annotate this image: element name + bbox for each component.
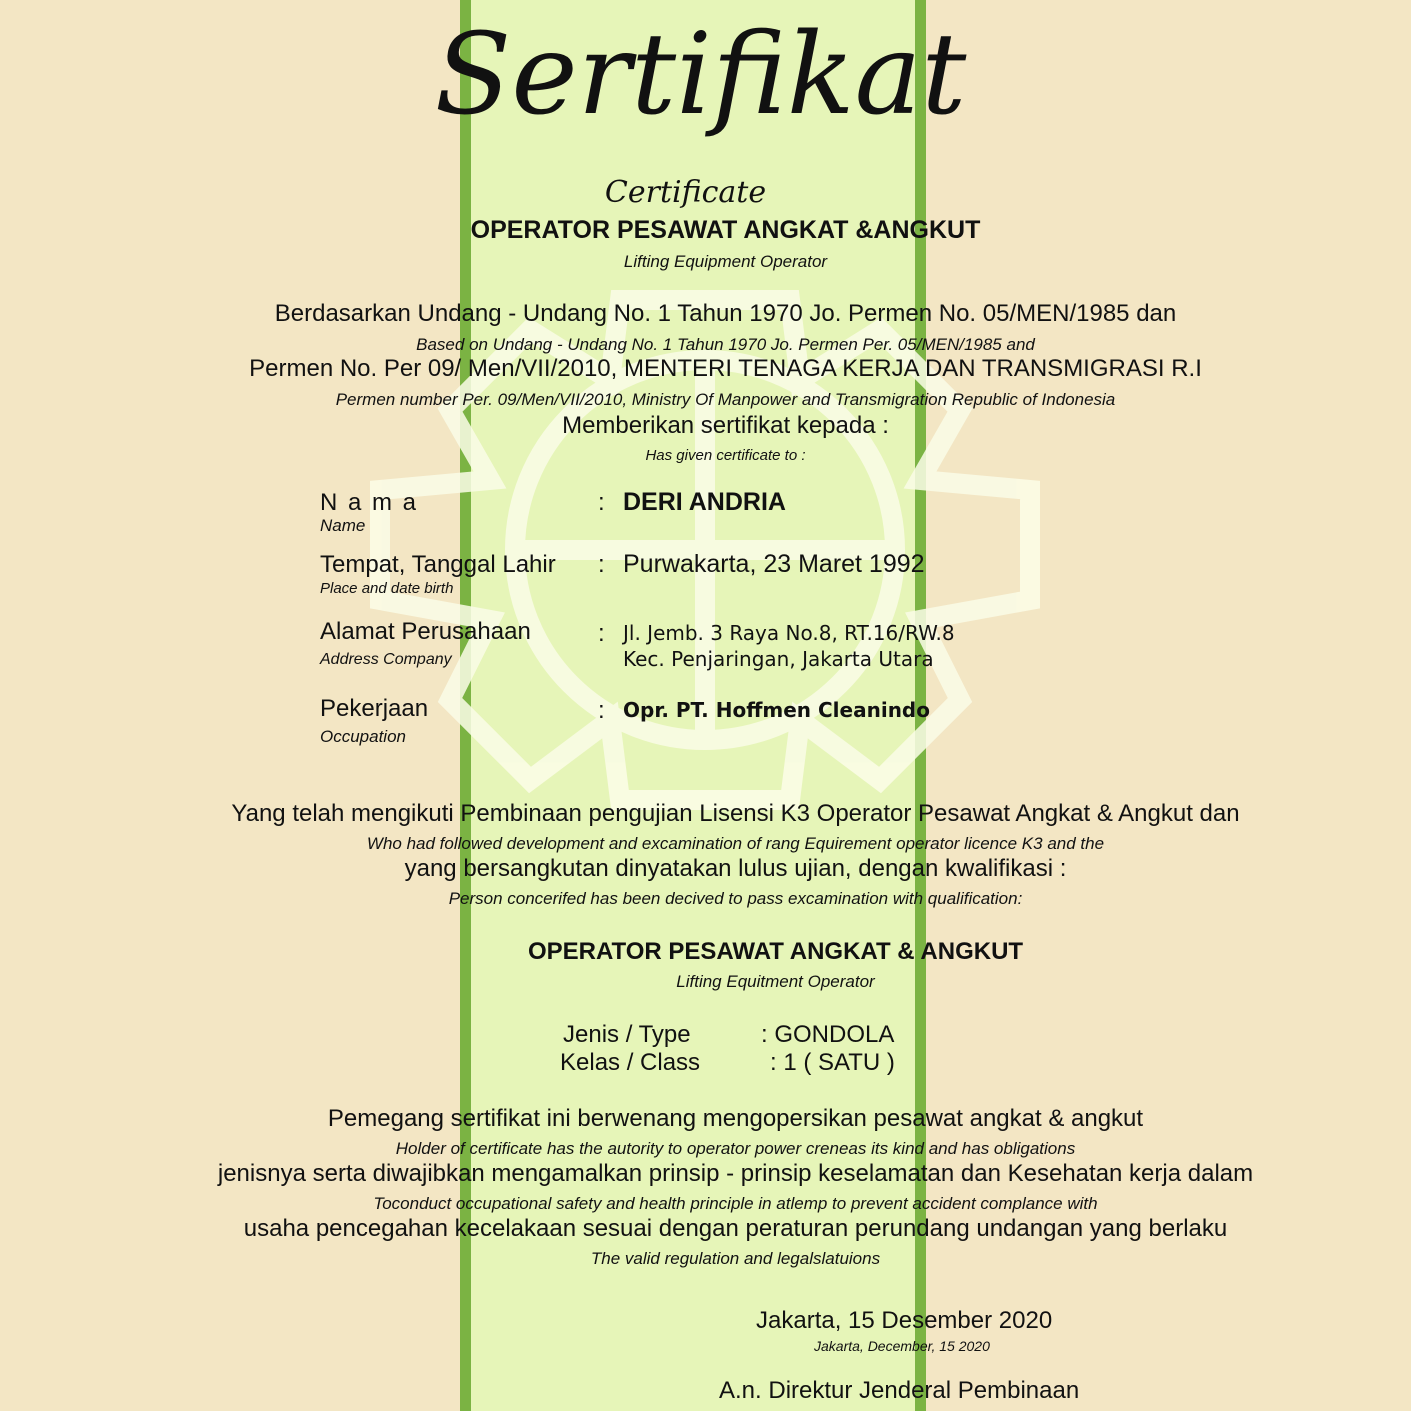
address-label-en: Address Company: [320, 651, 452, 668]
address-colon: :: [598, 620, 605, 647]
authority-line3: usaha pencegahan kecelakaan sesuai dengan peraturan perundang undangan yang berlaku: [243, 1215, 1228, 1242]
certificate-name-en: Lifting Equipment Operator: [623, 252, 828, 271]
authority-line1: Pemegang sertifikat ini berwenang mengopersikan pesawat angkat & angkut: [327, 1105, 1144, 1132]
authority-line1-en: Holder of certificate has the autority to operator power creneas its kind and has obligations: [395, 1139, 1076, 1158]
statement-line2: yang bersangkutan dinyatakan lulus ujian, dengan kwalifikasi :: [404, 855, 1067, 882]
given-to-label-en: Has given certificate to :: [645, 447, 806, 464]
name-colon: :: [598, 489, 605, 516]
job-label: Pekerjaan: [320, 695, 429, 722]
qualification-title-en: Lifting Equitment Operator: [676, 972, 875, 991]
type-label: Jenis / Type: [563, 1021, 691, 1048]
holder-name-value: DERI ANDRIA: [623, 488, 786, 516]
class-label: Kelas / Class: [560, 1049, 701, 1076]
birth-label-en: Place and date birth: [320, 580, 454, 597]
signatory-title: A.n. Direktur Jenderal Pembinaan: [719, 1377, 1080, 1404]
given-to-label: Memberikan sertifikat kepada :: [562, 412, 889, 439]
statement-line1-en: Who had followed development and excamination of rang Equirement operator licence K3 and the: [366, 834, 1105, 853]
legal-basis-line1: Berdasarkan Undang - Undang No. 1 Tahun 1970 Jo. Permen No. 05/MEN/1985 dan: [274, 300, 1177, 327]
name-label: N a m a: [320, 489, 419, 516]
birth-label: Tempat, Tanggal Lahir: [320, 551, 556, 578]
address-label: Alamat Perusahaan: [320, 618, 531, 645]
authority-line2-en: Toconduct occupational safety and health principle in atlemp to prevent accident complance with: [373, 1194, 1098, 1213]
address-line1: Jl. Jemb. 3 Raya No.8, RT.16/RW.8: [623, 621, 955, 645]
legal-basis-line1-en: Based on Undang - Undang No. 1 Tahun 1970 Jo. Permen Per. 05/MEN/1985 and: [416, 335, 1035, 354]
type-value: : GONDOLA: [761, 1021, 895, 1048]
statement-line1: Yang telah mengikuti Pembinaan pengujian Lisensi K3 Operator Pesawat Angkat & Angkut dan: [231, 800, 1240, 827]
class-value: : 1 ( SATU ): [770, 1049, 895, 1076]
job-label-en: Occupation: [320, 727, 406, 746]
qualification-title: OPERATOR PESAWAT ANGKAT & ANGKUT: [527, 938, 1024, 965]
birth-value: Purwakarta, 23 Maret 1992: [623, 550, 925, 578]
authority-line2: jenisnya serta diwajibkan mengamalkan prinsip - prinsip keselamatan dan Kesehatan kerja dalam: [217, 1160, 1254, 1187]
certificate-subtitle: Certificate: [604, 175, 767, 210]
job-colon: :: [598, 697, 605, 724]
statement-line2-en: Person concerifed has been decived to pass excamination with qualification:: [448, 889, 1023, 908]
issue-place-date-en: Jakarta, December, 15 2020: [814, 1338, 990, 1354]
issue-place-date: Jakarta, 15 Desember 2020: [756, 1307, 1053, 1334]
address-line2: Kec. Penjaringan, Jakarta Utara: [623, 647, 934, 671]
authority-line3-en: The valid regulation and legalslatuions: [590, 1249, 881, 1268]
birth-colon: :: [598, 551, 605, 578]
legal-basis-line2: Permen No. Per 09/ Men/VII/2010, MENTERI TENAGA KERJA DAN TRANSMIGRASI R.I: [249, 355, 1202, 382]
job-value: Opr. PT. Hoffmen Cleanindo: [623, 698, 930, 722]
certificate-title: Sertifikat: [434, 10, 967, 140]
certificate-name: OPERATOR PESAWAT ANGKAT &ANGKUT: [470, 216, 981, 244]
name-label-en: Name: [320, 516, 366, 535]
legal-basis-line2-en: Permen number Per. 09/Men/VII/2010, Ministry Of Manpower and Transmigration Republic of Indonesia: [335, 390, 1116, 409]
